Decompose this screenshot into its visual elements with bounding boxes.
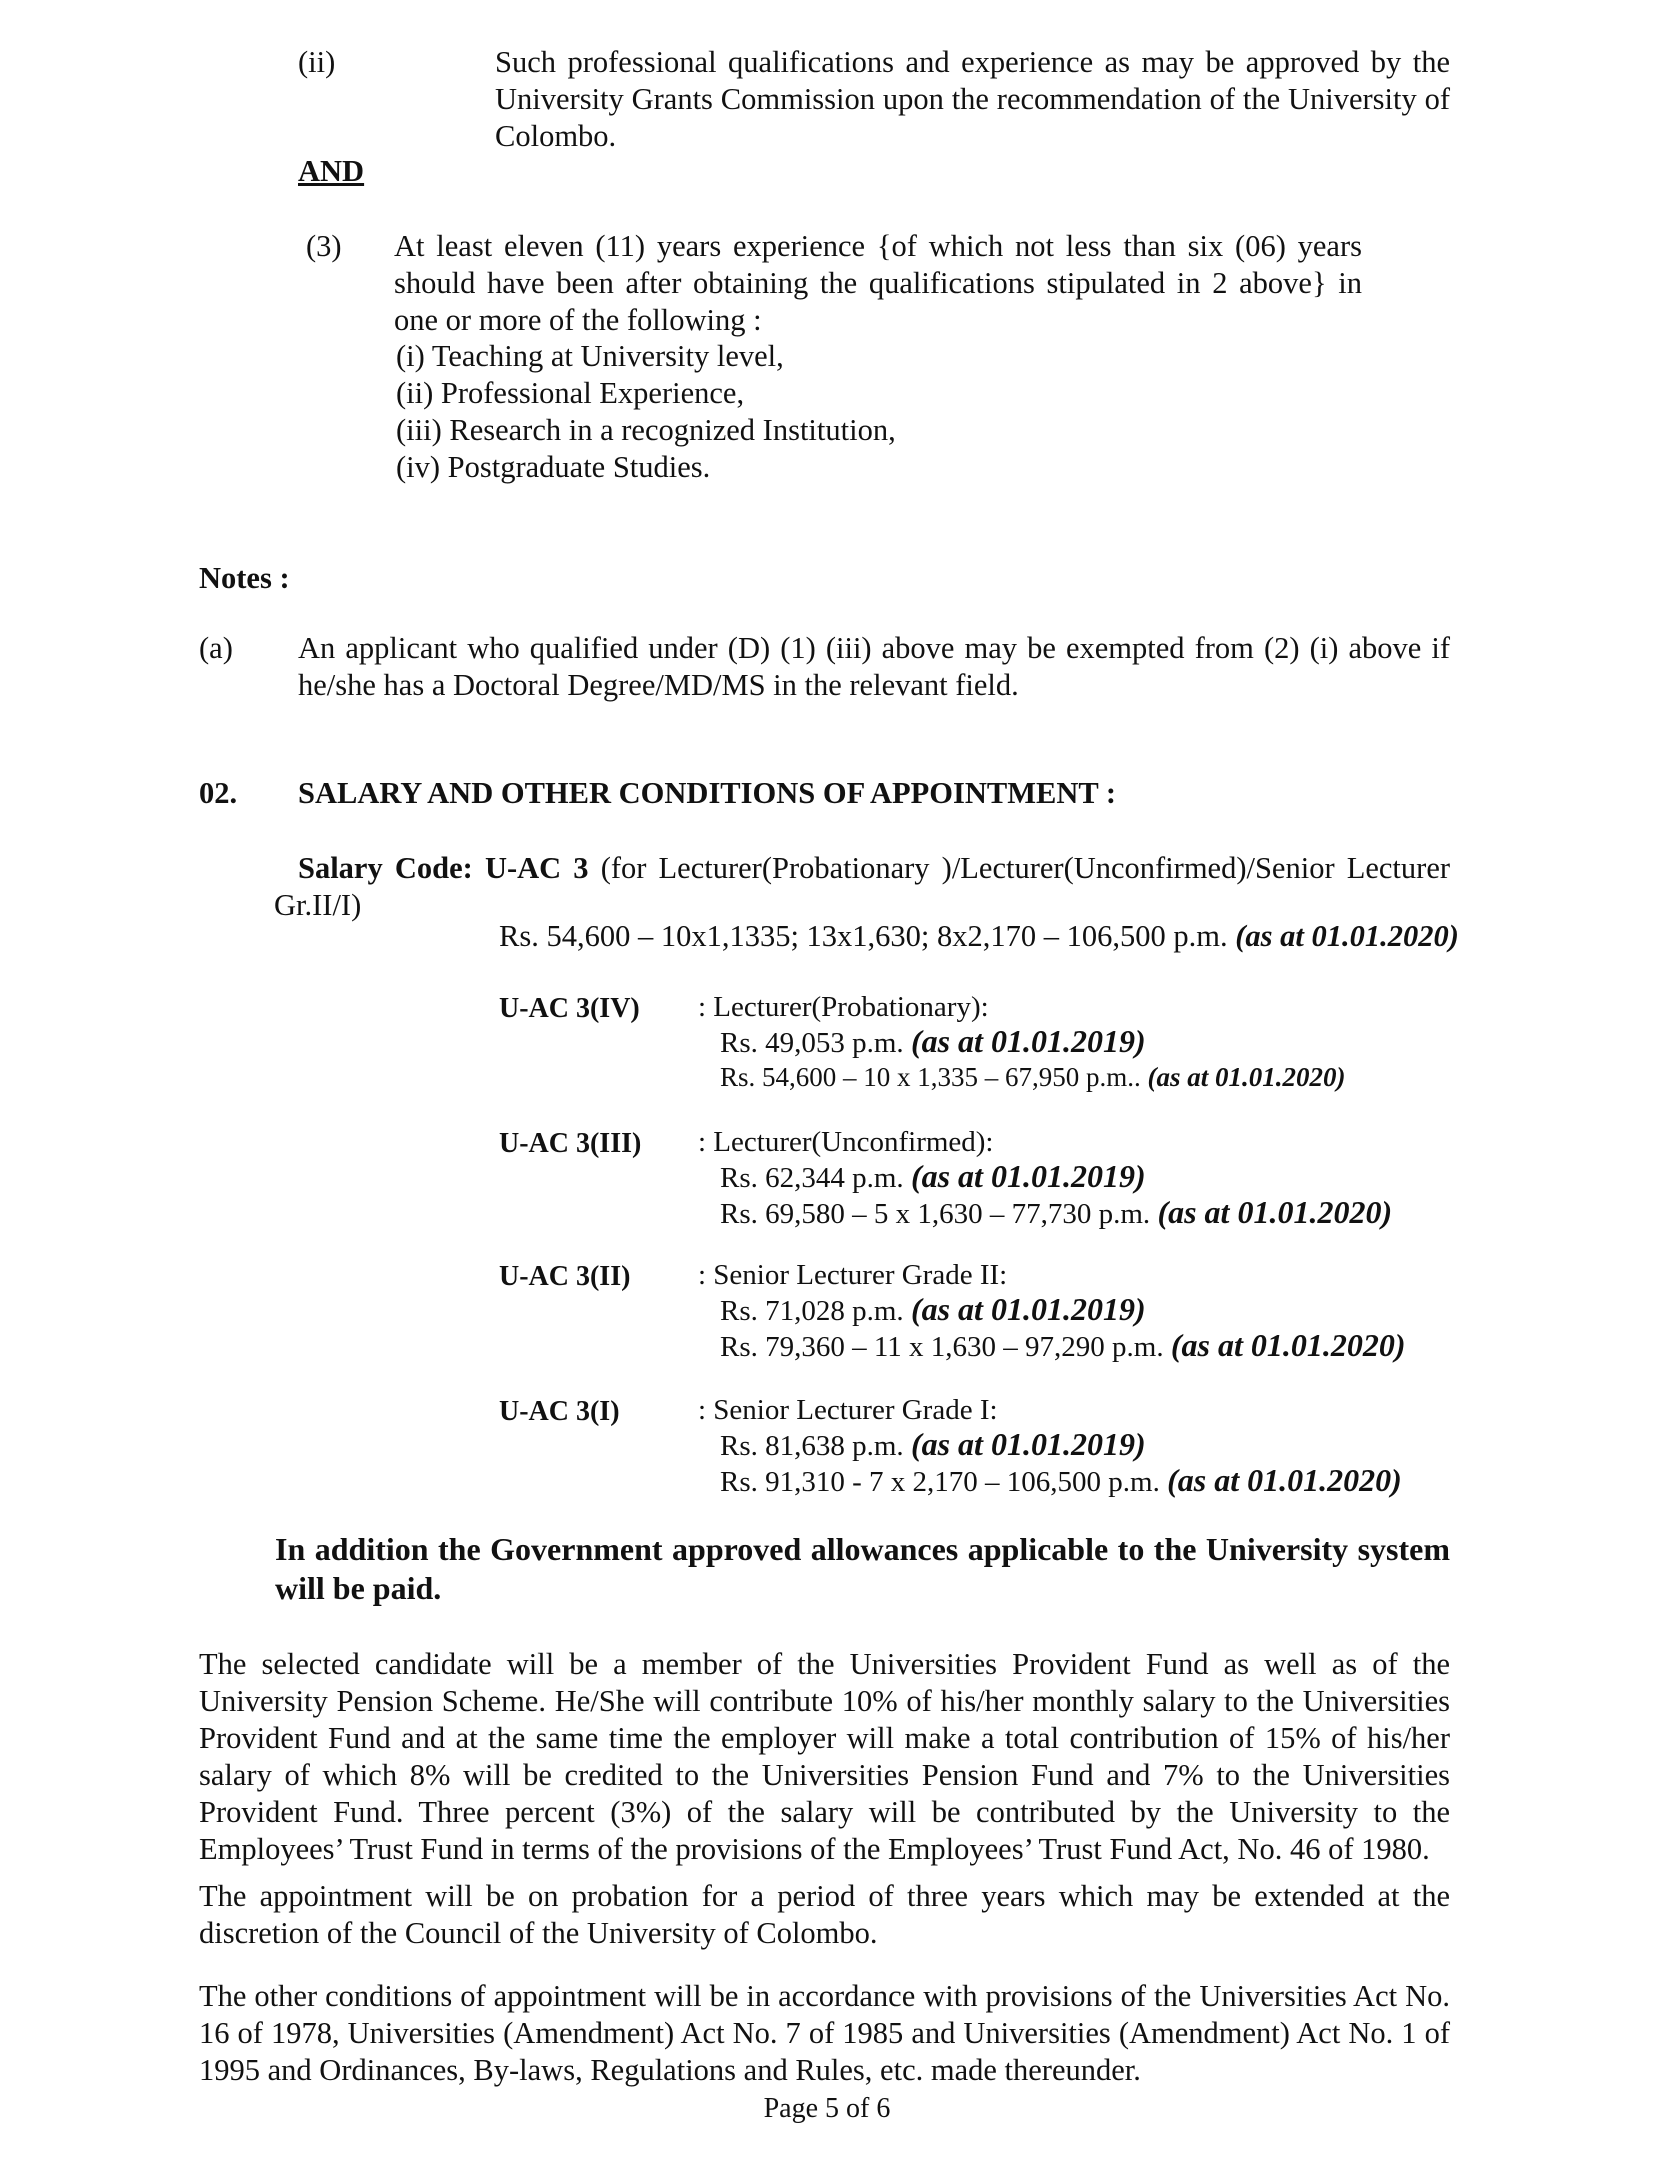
grade-rate-2020: Rs. 69,580 – 5 x 1,630 – 77,730 p.m. (as at 01.01.2020) [720, 1194, 1393, 1230]
salary-scale [499, 918, 1459, 955]
grade-rate-2019: Rs. 62,344 p.m. (as at 01.01.2019) [720, 1158, 1146, 1194]
probation-paragraph: The appointment will be on probation for a period of three years which may be extended at the discretion of the Council of the University of Colombo. [199, 1879, 1450, 1950]
grade-title: : Lecturer(Probationary): [698, 991, 989, 1023]
grade-rate-2019: Rs. 81,638 p.m. (as at 01.01.2019) [720, 1426, 1146, 1462]
grade-title: : Lecturer(Unconfirmed): [698, 1126, 994, 1158]
allowances-note: In addition the Government approved allowances applicable to the University system will be paid. [275, 1531, 1450, 1606]
salary-code-value: U-AC 3 [484, 851, 589, 885]
grade-block [698, 990, 1346, 1094]
section-number: 02. [199, 776, 238, 810]
other-conditions-paragraph: The other conditions of appointment will be in accordance with provisions of the Universities Act No. 16 of 1978, Universities (Amendment) Act No. 7 of 1985 and Universities (Amendment) Act No. 1 of 1995 and Ordinances, By-laws, Regulations and Rules, etc. made thereunder. [199, 1979, 1450, 2087]
item-3-number: (3) [306, 229, 342, 263]
section-title: SALARY AND OTHER CONDITIONS OF APPOINTMENT : [298, 776, 1117, 810]
grade-code: U-AC 3(I) [499, 1396, 620, 1427]
salary-code-label: Salary Code: [298, 851, 473, 885]
option-item: (iii) Research in a recognized Institution, [396, 413, 896, 447]
and-label: AND [298, 154, 365, 188]
notes-heading: Notes : [199, 561, 290, 595]
salary-scale-date: (as at 01.01.2020) [1235, 919, 1459, 953]
page-number: Page 5 of 6 [763, 2093, 891, 2124]
item-ii-text: Such professional qualifications and experience as may be approved by the University Grants Commission upon the recommendation of the University of Colombo. [495, 45, 1450, 153]
option-item: (i) Teaching at University level, [396, 339, 784, 373]
salary-code [274, 850, 1450, 924]
grade-rate-2020: Rs. 79,360 – 11 x 1,630 – 97,290 p.m. (as at 01.01.2020) [720, 1327, 1406, 1363]
item-ii-number: (ii) [298, 45, 336, 79]
option-item: (ii) Professional Experience, [396, 376, 745, 410]
grade-block [698, 1125, 1392, 1231]
grade-code: U-AC 3(IV) [499, 993, 640, 1024]
item-3-intro: At least eleven (11) years experience {of which not less than six (06) years should have been after obtaining the qualifications stipulated in 2 above} in one or more of the following : [394, 229, 1362, 337]
grade-rate-2019: Rs. 49,053 p.m. (as at 01.01.2019) [720, 1023, 1146, 1059]
grade-title: : Senior Lecturer Grade I: [698, 1394, 998, 1426]
option-item: (iv) Postgraduate Studies. [396, 450, 711, 484]
salary-scale-text: Rs. 54,600 – 10x1,1335; 13x1,630; 8x2,170 – 106,500 p.m. [499, 919, 1228, 953]
grade-rate-2020: Rs. 54,600 – 10 x 1,335 – 67,950 p.m.. (as at 01.01.2020) [720, 1062, 1346, 1092]
grade-code: U-AC 3(II) [499, 1261, 631, 1292]
salary-code-description: (for Lecturer(Probationary )/Lecturer(Unconfirmed)/Senior Lecturer Gr.II/I) [274, 851, 1451, 922]
grade-title: : Senior Lecturer Grade II: [698, 1259, 1008, 1291]
grade-rate-2019: Rs. 71,028 p.m. (as at 01.01.2019) [720, 1291, 1146, 1327]
note-a-label: (a) [199, 631, 233, 665]
provident-fund-paragraph: The selected candidate will be a member of the Universities Provident Fund as well as of the University Pension Scheme. He/She will contribute 10% of his/her monthly salary to the Universities Provident Fund and at the same time the employer will make a total contribution of 15% of his/her salary of which 8% will be credited to the Universities Pension Fund and 7% to the Universities Provident Fund. Three percent (3%) of the salary will be contributed by the University to the Employees’ Trust Fund in terms of the provisions of the Employees’ Trust Fund Act, No. 46 of 1980. [199, 1647, 1450, 1866]
grade-rate-2020: Rs. 91,310 - 7 x 2,170 – 106,500 p.m. (as at 01.01.2020) [720, 1462, 1402, 1498]
grade-block [698, 1258, 1406, 1364]
item-3-options [396, 338, 896, 486]
grade-code: U-AC 3(III) [499, 1128, 642, 1159]
grade-block [698, 1393, 1402, 1499]
note-a-text: An applicant who qualified under (D) (1) (iii) above may be exempted from (2) (i) above if he/she has a Doctoral Degree/MD/MS in the relevant field. [298, 631, 1450, 702]
